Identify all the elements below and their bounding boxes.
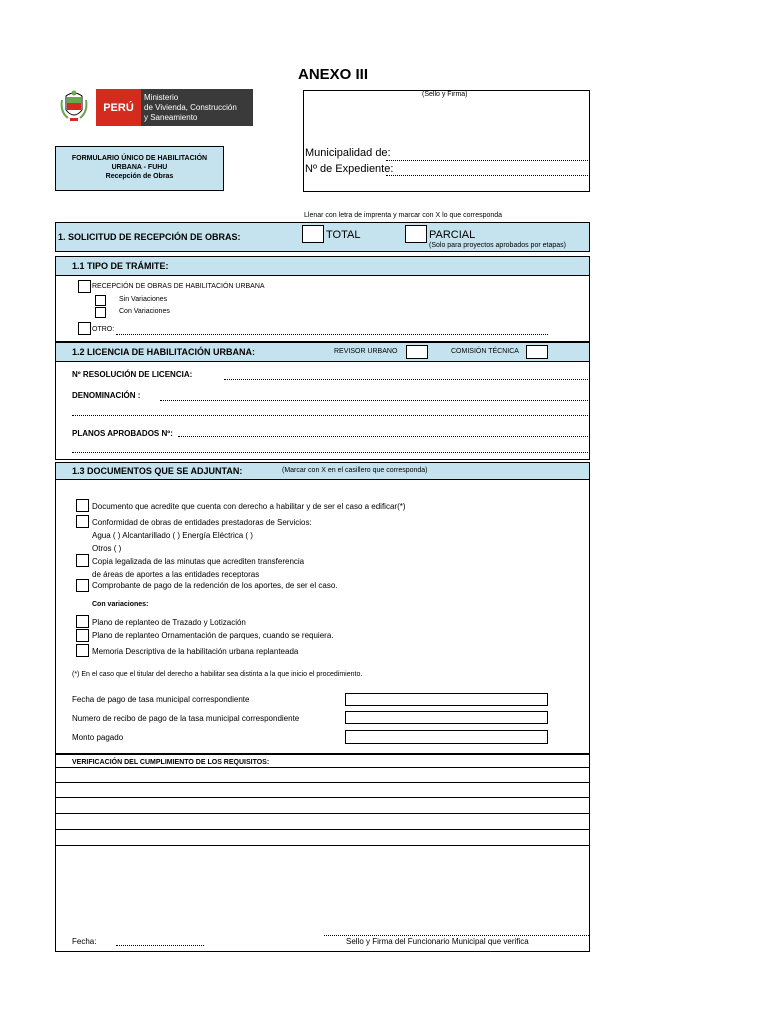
section-1-1-header	[56, 257, 589, 276]
sin-variaciones-label: Sin Variaciones	[119, 296, 168, 303]
footnote: (*) En el caso que el titular del derecho a habilitar sea distinta a la que inicio el procedimiento.	[72, 671, 363, 678]
total-checkbox[interactable]	[302, 225, 324, 243]
signature-label: Sello y Firma del Funcionario Municipal que verifica	[346, 937, 529, 946]
coat-of-arms-icon	[60, 90, 88, 124]
municipalidad-field[interactable]	[386, 160, 588, 161]
recepcion-label: RECEPCIÓN DE OBRAS DE HABILITACIÓN URBANA	[92, 283, 265, 290]
denominacion-field-2[interactable]	[72, 415, 590, 416]
verification-title: VERIFICACIÓN DEL CUMPLIMIENTO DE LOS REQUISITOS:	[72, 759, 270, 766]
otro-checkbox[interactable]	[78, 322, 91, 335]
var3-checkbox[interactable]	[76, 644, 89, 657]
expediente-field[interactable]	[386, 175, 588, 176]
verification-row-line	[55, 829, 590, 830]
var1-label: Plano de replanteo de Trazado y Lotización	[92, 618, 246, 627]
denominacion-field[interactable]	[160, 400, 590, 401]
section-1-header	[55, 222, 590, 252]
verification-row-line	[55, 782, 590, 783]
municipalidad-label: Municipalidad de:	[305, 147, 391, 159]
instruction-text: Llenar con letra de imprenta y marcar con X lo que corresponda	[304, 212, 503, 219]
numero-recibo-label: Numero de recibo de pago de la tasa municipal correspondiente	[72, 714, 300, 723]
form-type-box: FORMULARIO ÚNICO DE HABILITACIÓN URBANA - FUHU Recepción de Obras	[55, 146, 224, 191]
section-1-1-title: 1.1 TIPO DE TRÁMITE:	[72, 261, 169, 271]
sin-variaciones-checkbox[interactable]	[95, 295, 106, 306]
section-1-3-title: 1.3 DOCUMENTOS QUE SE ADJUNTAN:	[72, 466, 243, 476]
doc2-otros: Otros ( )	[92, 544, 122, 553]
section-1-2	[55, 342, 590, 460]
doc2-services: Agua ( ) Alcantarillado ( ) Energía Eléctrica ( )	[92, 531, 253, 540]
signature-line[interactable]	[324, 935, 589, 936]
monto-input[interactable]	[345, 730, 548, 744]
doc3-checkbox[interactable]	[76, 554, 89, 567]
verification-section	[55, 754, 590, 952]
parcial-note: (Solo para proyectos aprobados por etapas)	[429, 242, 566, 249]
section-1-title: 1. SOLICITUD DE RECEPCIÓN DE OBRAS:	[58, 232, 241, 242]
doc3-label-2: de áreas de aportes a las entidades receptoras	[92, 570, 260, 579]
fecha-field[interactable]	[116, 945, 204, 946]
planos-label: PLANOS APROBADOS Nº:	[72, 429, 173, 438]
planos-field-2[interactable]	[72, 452, 590, 453]
doc1-label: Documento que acredite que cuenta con derecho a habilitar y de ser el caso a edificar(*)	[92, 502, 406, 511]
parcial-label: PARCIAL	[429, 229, 476, 241]
resolucion-label: Nº RESOLUCIÓN DE LICENCIA:	[72, 370, 193, 379]
monto-label: Monto pagado	[72, 733, 124, 742]
con-variaciones-checkbox[interactable]	[95, 307, 106, 318]
resolucion-field[interactable]	[224, 379, 590, 380]
verification-row-line	[55, 813, 590, 814]
var3-label: Memoria Descriptiva de la habilitación urbana replanteada	[92, 647, 299, 656]
verification-row-line	[55, 845, 590, 846]
doc1-checkbox[interactable]	[76, 499, 89, 512]
verification-row-line	[55, 797, 590, 798]
total-label: TOTAL	[326, 229, 361, 241]
logo-ministry: Ministerio de Vivienda, Construcción y Saneamiento	[141, 89, 253, 126]
stamp-box	[303, 90, 590, 192]
page-title: ANEXO III	[298, 66, 369, 83]
section-1-3-header	[56, 463, 589, 480]
var2-label: Plano de replanteo Ornamentación de parques, cuando se requiera.	[92, 631, 334, 640]
planos-field[interactable]	[178, 436, 590, 437]
revisor-checkbox[interactable]	[406, 345, 428, 359]
section-1-2-title: 1.2 LICENCIA DE HABILITACIÓN URBANA:	[72, 347, 256, 357]
fecha-pago-label: Fecha de pago de tasa municipal correspondiente	[72, 695, 250, 704]
con-variaciones-label: Con Variaciones	[119, 308, 170, 315]
recepcion-checkbox[interactable]	[78, 280, 91, 293]
numero-recibo-input[interactable]	[345, 711, 548, 724]
logo-peru: PERÚ	[96, 89, 141, 126]
section-1-1	[55, 256, 590, 342]
doc2-checkbox[interactable]	[76, 515, 89, 528]
parcial-checkbox[interactable]	[405, 225, 427, 243]
section-1-3-note: (Marcar con X en el casillero que corresponda)	[282, 467, 428, 474]
section-1-3	[55, 462, 590, 754]
verification-row-line	[55, 767, 590, 768]
comision-label: COMISIÓN TÉCNICA	[451, 348, 519, 355]
revisor-label: REVISOR URBANO	[334, 348, 398, 355]
section-1-2-header	[56, 343, 589, 362]
var1-checkbox[interactable]	[76, 615, 89, 628]
doc2-label: Conformidad de obras de entidades prestadoras de Servicios:	[92, 518, 312, 527]
comision-checkbox[interactable]	[526, 345, 548, 359]
expediente-label: Nº de Expediente:	[305, 163, 394, 175]
denominacion-label: DENOMINACIÓN :	[72, 391, 141, 400]
doc4-checkbox[interactable]	[76, 579, 89, 592]
var2-checkbox[interactable]	[76, 629, 89, 642]
otro-label: OTRO:	[92, 326, 115, 333]
fecha-label: Fecha:	[72, 937, 97, 946]
con-variaciones-heading: Con variaciones:	[92, 601, 149, 608]
doc3-label: Copia legalizada de las minutas que acrediten transferencia	[92, 557, 305, 566]
doc4-label: Comprobante de pago de la redención de los aportes, de ser el caso.	[92, 581, 338, 590]
otro-field[interactable]	[116, 334, 548, 335]
stamp-label: (Sello y Firma)	[422, 91, 468, 98]
fecha-pago-input[interactable]	[345, 693, 548, 706]
